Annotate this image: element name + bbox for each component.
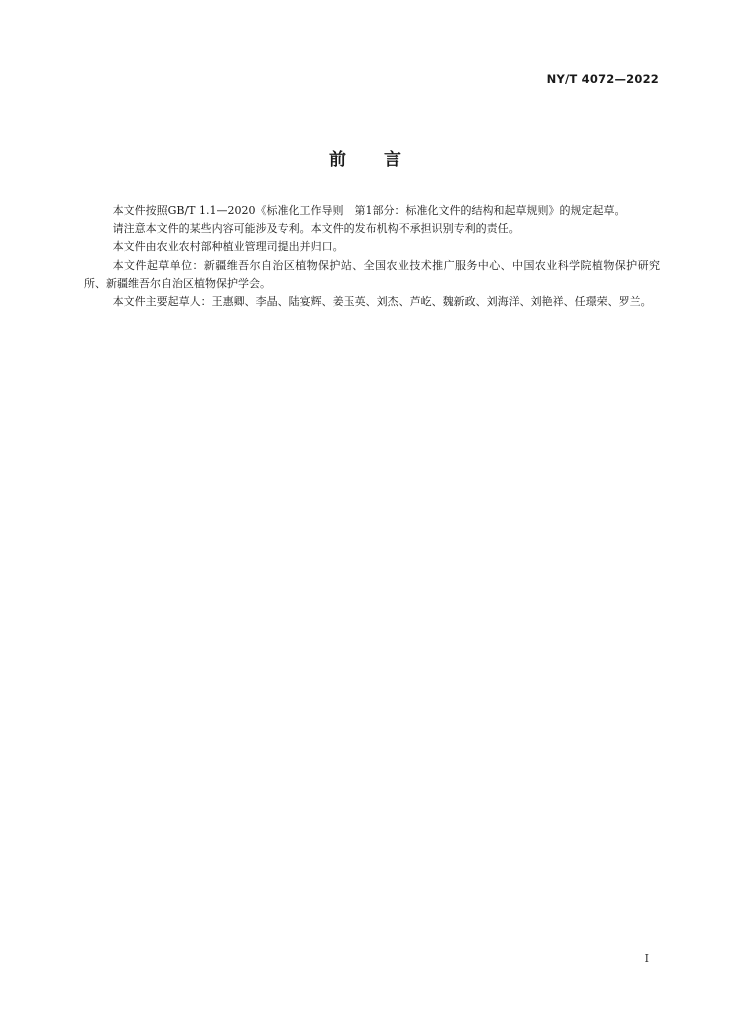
title-char-1: 前 — [329, 150, 346, 170]
paragraph-drafters: 本文件主要起草人：王惠卿、李晶、陆宴辉、姜玉英、刘杰、芦屹、魏新政、刘海洋、刘艳祥、任璟荣、罗兰。 — [112, 295, 652, 309]
paragraph-drafting-units: 本文件起草单位：新疆维吾尔自治区植物保护站、全国农业技术推广服务中心、中国农业科学院植物保护研究所、新疆维吾尔自治区植物保护学会。 — [84, 258, 660, 290]
title-char-2: 言 — [384, 150, 401, 170]
paragraph-proposer: 本文件由农业农村部种植业管理司提出并归口。 — [112, 240, 344, 254]
foreword-body — [84, 202, 660, 311]
paragraph-drafting-rules: 本文件按照GB/T 1.1—2020《标准化工作导则 第1部分：标准化文件的结构和起草规则》的规定起草。 — [112, 204, 626, 217]
paragraph-patent-notice: 请注意本文件的某些内容可能涉及专利。本文件的发布机构不承担识别专利的责任。 — [112, 222, 520, 236]
standard-code: NY/T 4072—2022 — [546, 72, 659, 86]
page-number: I — [644, 952, 649, 965]
page-title — [0, 145, 730, 170]
